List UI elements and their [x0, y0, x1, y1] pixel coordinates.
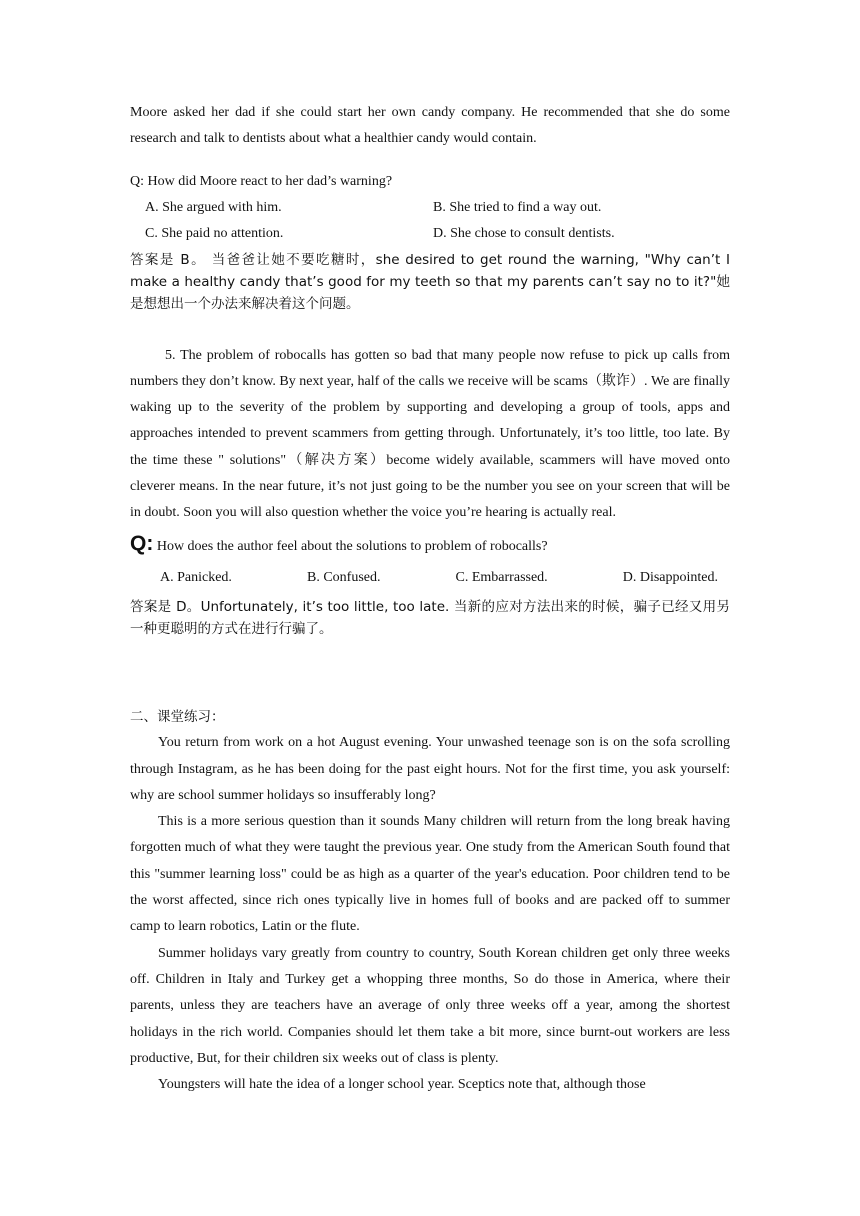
passage-4-question: Q: How did Moore react to her dad’s warning? [130, 173, 393, 189]
exercise-paragraph-2: This is a more serious question than it sounds Many children will return from the long break having forgotten much of what they were taught the previous year. One study from the American South found that this "summer learning loss" could be as high as a quarter of the year's education. Poor children tend to be the worst affected, since rich ones typically live in homes full of books and are packed off to summer camp to learn robotics, Latin or the flute. [130, 814, 730, 935]
option-d: D. She chose to consult dentists. [433, 225, 615, 241]
option-d: D. Disappointed. [622, 569, 718, 585]
section-2-heading: 二、课堂练习： [130, 708, 225, 725]
question-marker: Q: [130, 531, 154, 555]
spacer [130, 315, 730, 343]
document-page [130, 100, 730, 1098]
passage-5-options [130, 564, 730, 592]
option-a: A. Panicked. [160, 569, 232, 585]
passage-5-question [130, 531, 730, 560]
passage-4-options [130, 195, 730, 247]
spacer [130, 153, 730, 169]
passage-4-answer: 答案是 B。 当爸爸让她不要吃糖时，she desired to get round the warning, "Why can’t I make a healthy candy that’s good for my teeth so that my parents can’t say no to it?"她是想想出一个办法来解决着这个问题。 [130, 251, 730, 312]
passage-5-answer: 答案是 D。Unfortunately, it’s too little, too late. 当新的应对方法出来的时候，骗子已经又用另一种更聪明的方式在进行行骗了。 [130, 598, 730, 637]
exercise-paragraph-3: Summer holidays vary greatly from country to country, South Korean children get only three weeks off. Children in Italy and Turkey get a whopping three months, So do those in America, where their parents, unless they are teachers have an average of only three weeks off a year, among the shortest holidays in the rich world. Companies should let them take a bit more, since burnt-out workers are less productive, But, for their children six weeks out of class is plenty. [130, 945, 730, 1066]
passage-5-question-text: How does the author feel about the solutions to problem of robocalls? [153, 538, 548, 554]
spacer [130, 640, 730, 704]
option-b: B. She tried to find a way out. [433, 199, 602, 215]
option-b: B. Confused. [306, 569, 381, 585]
exercise-paragraph-4: Youngsters will hate the idea of a longer school year. Sceptics note that, although those [158, 1077, 646, 1093]
passage-4-text: Moore asked her dad if she could start her own candy company. He recommended that she do some research and talk to dentists about what a healthier candy would contain. [130, 105, 730, 147]
exercise-paragraph-1: You return from work on a hot August evening. Your unwashed teenage son is on the sofa scrolling through Instagram, as he has been doing for the past eight hours. Not for the first time, you ask yourself: why are school summer holidays so insufferably long? [130, 735, 730, 803]
passage-5-text: 5. The problem of robocalls has gotten so bad that many people now refuse to pick up calls from numbers they don’t know. By next year, half of the calls we receive will be scams（欺诈）. We are finally waking up to the severity of the problem by supporting and developing a group of tools, apps and approaches intended to prevent scammers from getting through. Unfortunately, it’s too little, too late. By the time these " solutions"（解决方案）become widely available, scammers will have moved onto cleverer means. In the near future, it’s not just going to be the number you see on your screen that will be in doubt. Soon you will also question whether the voice you’re hearing is actually real. [130, 347, 730, 521]
option-c: C. She paid no attention. [145, 225, 284, 241]
option-c: C. Embarrassed. [455, 569, 548, 585]
option-a: A. She argued with him. [145, 199, 282, 215]
